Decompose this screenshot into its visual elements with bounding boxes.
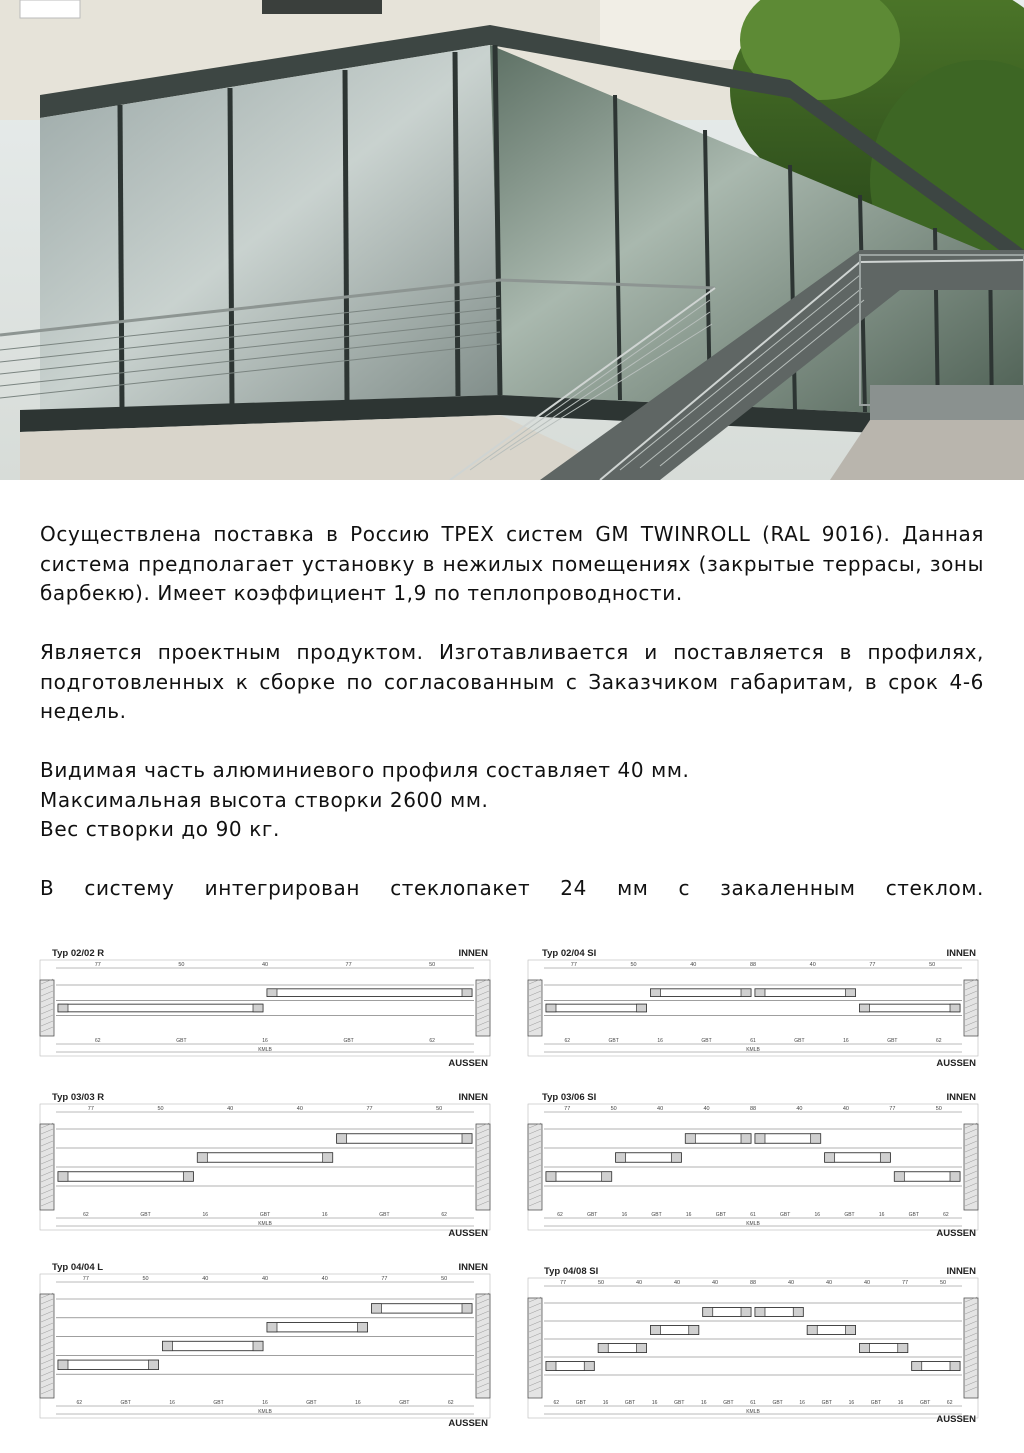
dimension-label-top: 50 [935, 1106, 942, 1112]
paragraph-production: Является проектным продуктом. Изготавливается и поставляется в профилях, подготовленных к сборке по согласованным с Заказчиком габаритам, в срок 4-6 недель. [40, 640, 984, 723]
drawing-outside-label: AUSSEN [448, 1418, 488, 1429]
dimension-label-total: KMLB [258, 1221, 272, 1227]
dimension-label-bottom: GBT [723, 1400, 734, 1406]
dimension-label-top: 50 [436, 1106, 443, 1112]
dimension-label-top: 40 [657, 1106, 664, 1112]
sash-end [860, 1004, 870, 1012]
drawing-type-label: Typ 03/06 SI [542, 1092, 597, 1103]
drawing-type-label: Typ 02/04 SI [542, 948, 597, 959]
dimension-label-bottom: 16 [262, 1400, 268, 1406]
sash-profile [372, 1304, 473, 1313]
sash-end [267, 1323, 277, 1332]
drawing-frame [40, 1274, 490, 1418]
sash-end [267, 989, 277, 997]
description-text [40, 520, 984, 933]
sash-end [793, 1308, 803, 1317]
dimension-label-top: 77 [345, 962, 352, 968]
sash-end [950, 1004, 960, 1012]
dimension-label-bottom: GBT [701, 1038, 712, 1044]
dimension-label-top: 77 [869, 962, 876, 968]
dimension-label-bottom: 16 [169, 1400, 175, 1406]
dimension-label-top: 77 [564, 1106, 571, 1112]
sash-end [358, 1323, 368, 1332]
sash-profile [267, 989, 472, 997]
dimension-label-top: 77 [82, 1276, 89, 1282]
sash-end [880, 1153, 890, 1163]
dimension-label-total: KMLB [746, 1221, 760, 1227]
dimension-label-top: 77 [559, 1280, 567, 1286]
dimension-label-bottom: GBT [176, 1038, 187, 1044]
dimension-label-bottom: 16 [685, 1212, 692, 1218]
dimension-label-top: 40 [863, 1280, 871, 1286]
dimension-label-bottom: GBT [587, 1212, 598, 1218]
wall-left [528, 1298, 542, 1398]
sash-profile [58, 1172, 193, 1182]
sash-end [825, 1153, 835, 1163]
section-plan-svg [38, 958, 492, 1058]
drawing-inside-label: INNEN [458, 1262, 488, 1273]
dimension-label-bottom: GBT [844, 1212, 855, 1218]
drawing-type-label: Typ 03/03 R [52, 1092, 105, 1103]
sash-profile [58, 1360, 159, 1369]
dimension-label-bottom: GBT [919, 1400, 931, 1406]
dimension-label-bottom: 16 [843, 1038, 849, 1044]
wall-right [476, 1124, 490, 1210]
drawing-inside-label: INNEN [458, 948, 488, 959]
sash-profile [337, 1134, 472, 1144]
section-plan-svg [526, 1276, 980, 1420]
sash-end [741, 1134, 751, 1144]
sash-end [846, 1326, 856, 1335]
profile-drawing-03-06-si [526, 1088, 980, 1248]
sash-end [183, 1172, 193, 1182]
drawing-inside-label: INNEN [946, 1092, 976, 1103]
dimension-label-bottom: GBT [821, 1400, 832, 1406]
dimension-label-total: KMLB [258, 1047, 272, 1053]
dimension-label-bottom: GBT [674, 1400, 685, 1406]
sash-end [637, 1004, 647, 1012]
sash-profile [651, 989, 752, 997]
dimension-label-bottom: 62 [553, 1400, 560, 1406]
hero-photo [0, 0, 1024, 480]
sash-end [755, 989, 765, 997]
drawing-outside-label: AUSSEN [936, 1228, 976, 1239]
sash-end [894, 1172, 904, 1182]
sash-end [58, 1004, 68, 1012]
sash-end [372, 1304, 382, 1313]
section-plan-svg [526, 958, 980, 1058]
wall-right [964, 1298, 978, 1398]
winter-garden-photo [0, 0, 1024, 480]
dimension-label-bottom: GBT [870, 1400, 882, 1406]
sash-end [546, 1004, 556, 1012]
sash-end [755, 1308, 765, 1317]
dimension-label-bottom: 62 [429, 1038, 435, 1044]
dimension-label-bottom: 62 [441, 1212, 447, 1218]
sash-end [685, 1134, 695, 1144]
sash-end [546, 1172, 556, 1182]
dimension-label-bottom: 62 [557, 1212, 563, 1218]
sash-profile [755, 989, 856, 997]
dimension-label-bottom: 62 [564, 1038, 571, 1044]
dimension-label-top: 40 [202, 1276, 209, 1282]
dimension-label-top: 40 [796, 1106, 803, 1112]
dimension-label-top: 77 [889, 1106, 896, 1112]
dimension-label-top: 40 [321, 1276, 328, 1282]
drawing-outside-label: AUSSEN [936, 1058, 976, 1069]
sash-end [950, 1362, 960, 1371]
dimension-label-bottom: 16 [897, 1400, 904, 1406]
dimension-label-bottom: GBT [140, 1212, 151, 1218]
dimension-label-top: 50 [630, 962, 637, 968]
dimension-label-bottom: 16 [701, 1400, 707, 1406]
dimension-label-top: 50 [178, 962, 185, 968]
sash-end [462, 1304, 472, 1313]
dimension-label-bottom: 62 [943, 1212, 949, 1218]
dimension-label-top: 40 [842, 1106, 849, 1112]
dimension-label-bottom: 16 [651, 1400, 658, 1406]
dimension-label-bottom: 16 [657, 1038, 663, 1044]
drawing-outside-label: AUSSEN [448, 1058, 488, 1069]
sash-end [337, 1134, 347, 1144]
profile-drawing-03-03-r [38, 1088, 492, 1248]
dimension-label-top: 88 [749, 1106, 757, 1112]
dimension-label-total: KMLB [746, 1409, 760, 1415]
dimension-label-top: 50 [597, 1280, 605, 1286]
dimension-label-bottom: GBT [794, 1038, 805, 1044]
dimension-label-top: 40 [825, 1280, 833, 1286]
drawing-inside-label: INNEN [946, 1266, 976, 1277]
sash-end [253, 1004, 263, 1012]
sash-end [197, 1153, 207, 1163]
sash-end [811, 1134, 821, 1144]
dimension-label-top: 40 [787, 1280, 795, 1286]
drawing-type-label: Typ 02/02 R [52, 948, 105, 959]
dimension-label-bottom: GBT [343, 1038, 354, 1044]
drawing-outside-label: AUSSEN [936, 1414, 976, 1425]
dimension-label-bottom: 16 [355, 1400, 361, 1406]
dimension-label-bottom: 62 [83, 1212, 89, 1218]
drawing-type-label: Typ 04/04 L [52, 1262, 104, 1273]
sash-end [755, 1134, 765, 1144]
dimension-label-bottom: GBT [908, 1212, 919, 1218]
sash-end [462, 989, 472, 997]
sash-end [462, 1134, 472, 1144]
sash-end [323, 1153, 333, 1163]
dimension-label-top: 50 [429, 962, 436, 968]
sash-end [898, 1344, 908, 1353]
dimension-label-top: 77 [570, 962, 577, 968]
dimension-label-top: 50 [441, 1276, 448, 1282]
paragraph-delivery: Осуществлена поставка в Россию ТРЕХ систем GM TWINROLL (RAL 9016). Данная система предполагает установку в нежилых помещениях (закрытые террасы, зоны барбекю). Имеет коэффициент 1,9 по теплопроводности. [40, 522, 984, 605]
drawing-inside-label: INNEN [458, 1092, 488, 1103]
dimension-label-top: 40 [690, 962, 697, 968]
dimension-label-top: 50 [142, 1276, 149, 1282]
dimension-label-bottom: 62 [76, 1400, 83, 1406]
dimension-label-bottom: GBT [306, 1400, 317, 1406]
dimension-label-bottom: GBT [213, 1400, 224, 1406]
dimension-label-bottom: GBT [379, 1212, 390, 1218]
dimension-label-bottom: 62 [447, 1400, 454, 1406]
dimension-label-total: KMLB [746, 1047, 760, 1053]
dimension-label-top: 40 [703, 1106, 710, 1112]
sash-end [846, 989, 856, 997]
profile-drawing-04-04-l [38, 1258, 492, 1438]
dimension-label-bottom: GBT [651, 1212, 662, 1218]
sash-end [58, 1360, 68, 1369]
dimension-label-bottom: 62 [95, 1038, 101, 1044]
sash-end [741, 1308, 751, 1317]
dimension-label-bottom: GBT [780, 1212, 791, 1218]
dimension-label-bottom: GBT [259, 1212, 271, 1218]
dimension-label-top: 40 [261, 962, 269, 968]
sash-end [253, 1341, 263, 1350]
dimension-label-bottom: 61 [750, 1038, 756, 1044]
sash-end [637, 1344, 647, 1353]
dimension-label-top: 40 [296, 1106, 303, 1112]
sash-end [598, 1344, 608, 1353]
sash-end [741, 989, 751, 997]
section-plan-svg [38, 1272, 492, 1420]
drawing-inside-label: INNEN [946, 948, 976, 959]
dimension-label-top: 77 [94, 962, 101, 968]
dimension-label-bottom: GBT [608, 1038, 619, 1044]
sash-end [602, 1172, 612, 1182]
drawing-outside-label: AUSSEN [448, 1228, 488, 1239]
drawing-frame [528, 1278, 978, 1418]
sash-end [671, 1153, 681, 1163]
sash-profile [197, 1153, 332, 1163]
dimension-label-top: 50 [939, 1280, 947, 1286]
sash-profile [546, 1004, 647, 1012]
sash-end [651, 1326, 661, 1335]
dimension-label-bottom: GBT [887, 1038, 898, 1044]
dimension-label-top: 88 [749, 962, 757, 968]
dimension-label-bottom: 62 [946, 1400, 953, 1406]
dimension-label-total: KMLB [258, 1409, 272, 1415]
wall-right [964, 1124, 978, 1210]
sash-end [149, 1360, 159, 1369]
profile-drawing-02-02-r [38, 944, 492, 1074]
sash-end [651, 989, 661, 997]
dimension-label-bottom: 16 [321, 1212, 328, 1218]
dimension-label-bottom: 16 [848, 1400, 855, 1406]
sash-end [584, 1362, 594, 1371]
sash-end [163, 1341, 173, 1350]
dimension-label-top: 50 [610, 1106, 617, 1112]
dimension-label-bottom: 16 [202, 1212, 209, 1218]
profile-drawing-02-04-si [526, 944, 980, 1074]
dimension-label-bottom: 16 [262, 1038, 268, 1044]
dimension-label-bottom: GBT [575, 1400, 587, 1406]
dimension-label-top: 40 [261, 1276, 269, 1282]
sash-profile [163, 1341, 264, 1350]
dimension-label-bottom: GBT [624, 1400, 636, 1406]
section-plan-svg [38, 1102, 492, 1232]
drawing-type-label: Typ 04/08 SI [544, 1266, 599, 1277]
dimension-label-bottom: 61 [750, 1212, 756, 1218]
dimension-label-top: 77 [366, 1106, 373, 1112]
sash-end [860, 1344, 870, 1353]
dimension-label-top: 40 [809, 962, 816, 968]
dimension-label-top: 77 [381, 1276, 388, 1282]
dimension-label-bottom: GBT [399, 1400, 410, 1406]
sash-end [616, 1153, 626, 1163]
dimension-label-top: 77 [87, 1106, 94, 1112]
sash-profile [267, 1323, 368, 1332]
sash-end [703, 1308, 713, 1317]
sash-end [950, 1172, 960, 1182]
sash-end [546, 1362, 556, 1371]
dimension-label-bottom: 62 [935, 1038, 942, 1044]
paragraph-glazing: В систему интегрирован стеклопакет 24 мм с закаленным стеклом. [40, 876, 984, 900]
dimension-label-top: 40 [673, 1280, 681, 1286]
wall-left [528, 1124, 542, 1210]
dimension-label-top: 77 [901, 1280, 909, 1286]
profile-drawing-04-08-si [526, 1262, 980, 1442]
sash-end [807, 1326, 817, 1335]
dimension-label-bottom: GBT [715, 1212, 726, 1218]
dimension-label-top: 50 [929, 962, 936, 968]
dimension-label-bottom: 16 [799, 1400, 805, 1406]
dimension-label-bottom: GBT [772, 1400, 783, 1406]
sash-end [58, 1172, 68, 1182]
sash-end [912, 1362, 922, 1371]
dimension-label-top: 40 [227, 1106, 234, 1112]
dimension-label-top: 40 [711, 1280, 719, 1286]
dimension-label-bottom: 16 [814, 1212, 821, 1218]
wall-left [40, 1124, 54, 1210]
sash-profile [860, 1004, 961, 1012]
paragraph-sash-weight: Вес створки до 90 кг. [40, 817, 280, 841]
dimension-label-bottom: 16 [621, 1212, 628, 1218]
dimension-label-top: 88 [749, 1280, 757, 1286]
dimension-label-top: 50 [157, 1106, 164, 1112]
dimension-label-bottom: 16 [878, 1212, 885, 1218]
paragraph-max-height: Максимальная высота створки 2600 мм. [40, 787, 489, 812]
sash-profile [58, 1004, 263, 1012]
dimension-label-bottom: 61 [750, 1400, 756, 1406]
sash-end [689, 1326, 699, 1335]
section-plan-svg [526, 1102, 980, 1232]
dimension-label-top: 40 [635, 1280, 643, 1286]
dimension-label-bottom: 16 [602, 1400, 609, 1406]
paragraph-profile-width: Видимая часть алюминиевого профиля составляет 40 мм. [40, 758, 690, 782]
dimension-label-bottom: GBT [120, 1400, 131, 1406]
